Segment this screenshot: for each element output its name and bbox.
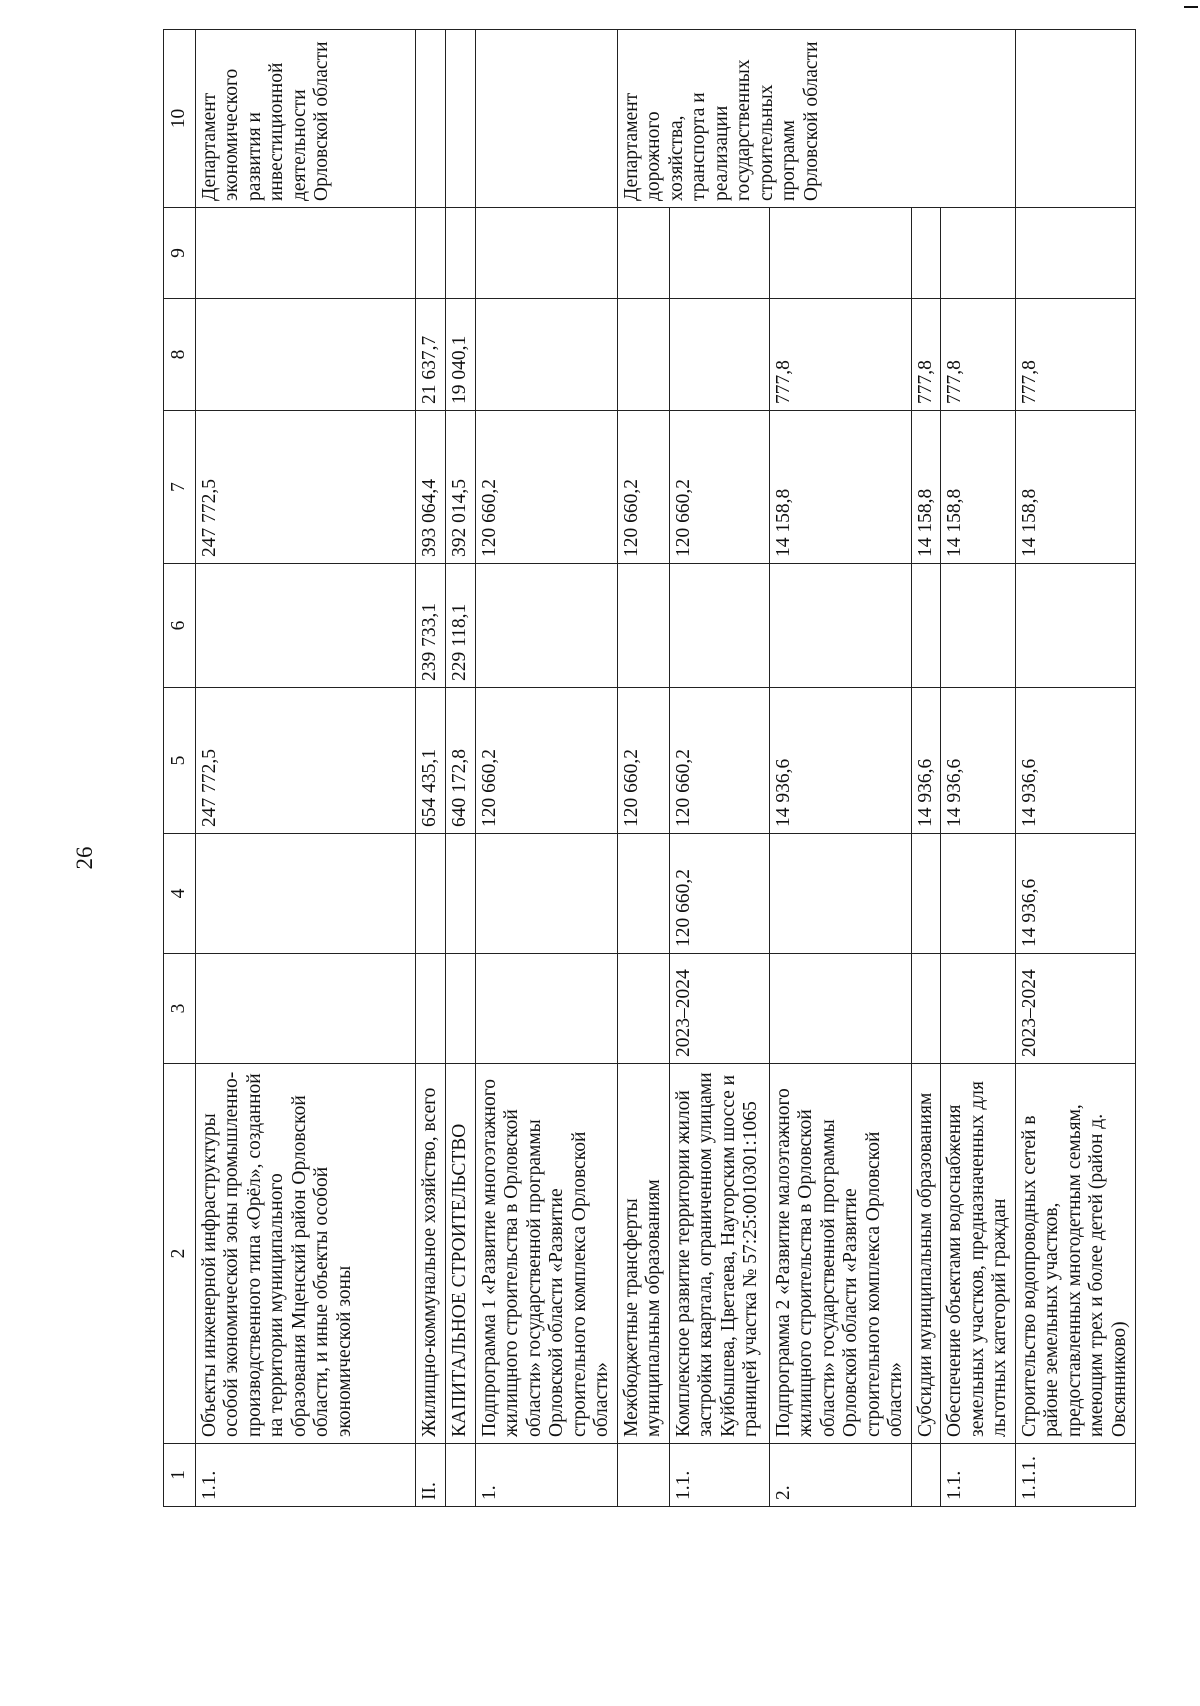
header-cell: 8 [164,299,196,411]
header-cell: 5 [164,688,196,834]
header-cell: 1 [164,1444,196,1507]
value-cell: 247 772,5 [195,411,415,564]
value-cell [1015,208,1135,299]
table-row [415,30,445,1507]
period-cell: 2023–2024 [669,954,769,1064]
responsible-cell [475,30,617,208]
responsible-cell [415,30,445,208]
value-cell: 14 936,6 [941,688,1016,834]
row-title: Жилищно-коммунальное хозяйство, всего [415,1064,445,1444]
table-row [445,30,475,1507]
row-number: 2. [769,1444,911,1507]
value-cell [617,208,669,299]
table-row [195,30,415,1507]
table-row [617,30,669,1507]
budget-table [163,29,1136,1507]
value-cell: 19 040,1 [445,299,475,411]
row-title: Субсидии муниципальным образованиям [911,1064,941,1444]
row-title: Комплексное развитие территории жилой застройки квартала, ограниченном улицами Куйбышева, Цветаева, Наугорским шоссе и границей участка № 57:25:0010301:1065 [669,1064,769,1444]
period-cell [617,954,669,1064]
value-cell [769,564,911,688]
value-cell [475,299,617,411]
row-title: КАПИТАЛЬНОЕ СТРОИТЕЛЬСТВО [445,1064,475,1444]
value-cell: 14 158,8 [769,411,911,564]
row-title: Обеспечение объектами водоснабжения земельных участков, предназначенных для льготных категорий граждан [941,1064,1016,1444]
value-cell [617,834,669,954]
header-row [164,30,196,1507]
row-number [911,1444,941,1507]
value-cell [911,208,941,299]
responsible-cell [445,30,475,208]
period-cell [415,954,445,1064]
responsible-cell: Департамент дорожного хозяйства, транспорта и реализации государственных строительных программ Орловской области [617,30,1015,208]
header-cell: 2 [164,1064,196,1444]
value-cell: 14 158,8 [1015,411,1135,564]
value-cell: 14 936,6 [911,688,941,834]
period-cell [195,954,415,1064]
period-cell [911,954,941,1064]
value-cell: 120 660,2 [617,411,669,564]
value-cell: 120 660,2 [669,688,769,834]
table-row [669,30,769,1507]
header-cell: 10 [164,30,196,208]
header-cell: 3 [164,954,196,1064]
value-cell [1015,564,1135,688]
value-cell: 239 733,1 [415,564,445,688]
header-cell: 7 [164,411,196,564]
row-number: 1.1. [941,1444,1016,1507]
value-cell: 120 660,2 [475,411,617,564]
header-cell: 9 [164,208,196,299]
value-cell [769,208,911,299]
value-cell: 14 158,8 [941,411,1016,564]
value-cell: 654 435,1 [415,688,445,834]
row-title: Межбюджетные трансферты муниципальным образованиям [617,1064,669,1444]
page-number: 26 [72,846,97,870]
value-cell [415,834,445,954]
value-cell [195,299,415,411]
value-cell: 120 660,2 [669,834,769,954]
table-row [941,30,1016,1507]
value-cell: 393 064,4 [415,411,445,564]
value-cell [195,834,415,954]
value-cell: 21 637,7 [415,299,445,411]
row-number: II. [415,1444,445,1507]
row-title: Строительство водопроводных сетей в районе земельных участков, предоставленных многодетным семьям, имеющим трех и более детей (район д. Овсянниково) [1015,1064,1135,1444]
value-cell: 120 660,2 [475,688,617,834]
value-cell [195,564,415,688]
value-cell [617,299,669,411]
value-cell: 14 158,8 [911,411,941,564]
table-row [769,30,911,1507]
value-cell [669,299,769,411]
value-cell: 777,8 [941,299,1016,411]
period-cell: 2023–2024 [1015,954,1135,1064]
value-cell [669,208,769,299]
value-cell [475,564,617,688]
period-cell [445,954,475,1064]
row-number [617,1444,669,1507]
row-number: 1.1.1. [1015,1444,1135,1507]
value-cell [617,564,669,688]
value-cell [445,834,475,954]
period-cell [475,954,617,1064]
value-cell [475,208,617,299]
value-cell: 777,8 [911,299,941,411]
value-cell: 14 936,6 [1015,688,1135,834]
edge-mark [1184,6,1198,8]
value-cell [769,834,911,954]
row-number: 1.1. [195,1444,415,1507]
value-cell: 120 660,2 [617,688,669,834]
table-row [475,30,617,1507]
row-number: 1. [475,1444,617,1507]
table-row [1015,30,1135,1507]
row-number [445,1444,475,1507]
value-cell [911,564,941,688]
table-row [911,30,941,1507]
value-cell: 14 936,6 [769,688,911,834]
rotated-table-frame [163,30,1130,1507]
header-cell: 4 [164,834,196,954]
row-title: Объекты инженерной инфраструктуры особой экономической зоны промышленно-производственного типа «Орёл», созданной на территории муниципального образования Мценский район Орловской области, и иные объекты особой экономической зоны [195,1064,415,1444]
period-cell [941,954,1016,1064]
row-title: Подпрограмма 1 «Развитие многоэтажного жилищного строительства в Орловской области» государственной программы Орловской области «Развитие строительного комплекса Орловской области» [475,1064,617,1444]
value-cell [669,564,769,688]
value-cell: 229 118,1 [445,564,475,688]
period-cell [769,954,911,1064]
value-cell: 640 172,8 [445,688,475,834]
responsible-cell: Департамент экономического развития и инвестиционной деятельности Орловской области [195,30,415,208]
value-cell: 247 772,5 [195,688,415,834]
value-cell [941,208,1016,299]
value-cell [941,834,1016,954]
responsible-cell [1015,30,1135,208]
value-cell [195,208,415,299]
value-cell [415,208,445,299]
value-cell [911,834,941,954]
value-cell: 777,8 [1015,299,1135,411]
value-cell: 14 936,6 [1015,834,1135,954]
value-cell [941,564,1016,688]
row-title: Подпрограмма 2 «Развитие малоэтажного жилищного строительства в Орловской области» государственной программы Орловской области «Развитие строительного комплекса Орловской области» [769,1064,911,1444]
row-number: 1.1. [669,1444,769,1507]
value-cell: 392 014,5 [445,411,475,564]
value-cell [475,834,617,954]
value-cell: 120 660,2 [669,411,769,564]
value-cell [445,208,475,299]
header-cell: 6 [164,564,196,688]
value-cell: 777,8 [769,299,911,411]
